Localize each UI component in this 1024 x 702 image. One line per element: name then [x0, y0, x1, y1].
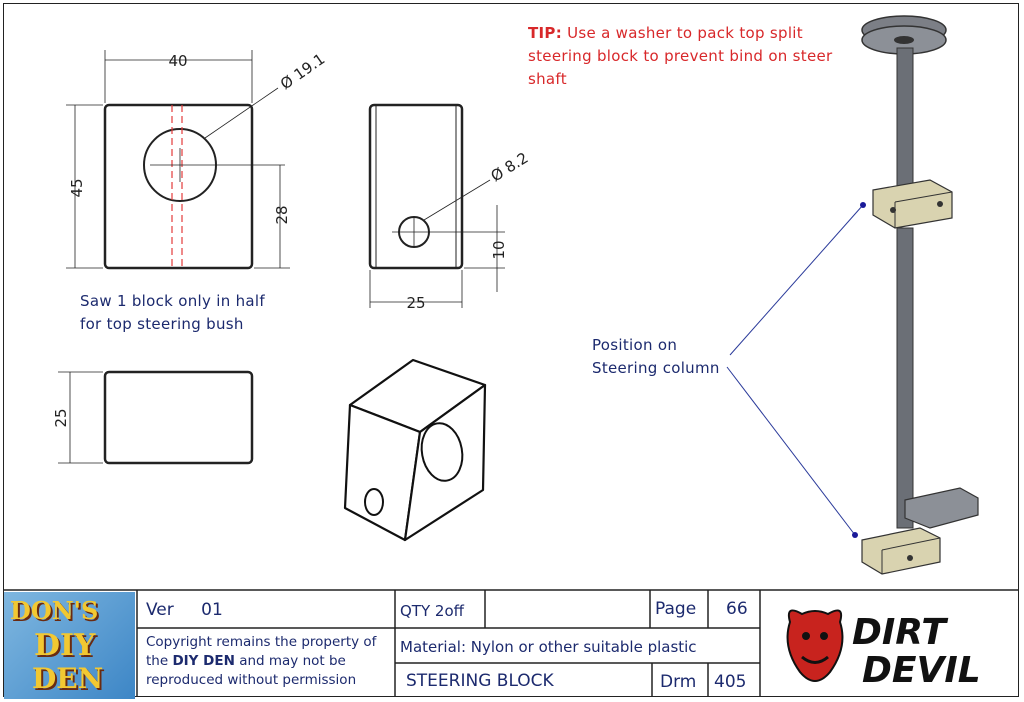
ver-label: Ver [146, 600, 174, 620]
position-leader-lower [727, 367, 855, 535]
front-view [66, 50, 290, 268]
lower-steering-block [862, 528, 940, 574]
side-hole-leader [424, 180, 490, 220]
devil-head-icon [780, 602, 850, 692]
position-note-line2: Steering column [592, 359, 720, 377]
tip-note [528, 22, 848, 91]
front-width-label: 40 [168, 52, 188, 70]
top-view [58, 372, 252, 463]
page-value: 66 [726, 599, 748, 619]
copyright-notice [146, 633, 388, 690]
dirt-devil-line2: DEVIL [862, 650, 981, 691]
side-width-label: 25 [406, 294, 426, 312]
side-hole-height-label: 10 [490, 240, 508, 260]
position-note-line1: Position on [592, 336, 678, 354]
dirt-devil-line1: DIRT [852, 612, 946, 653]
top-view-outline [105, 372, 252, 463]
material-field: Material: Nylon or other suitable plastic [400, 638, 697, 656]
bore-height-label: 28 [273, 205, 291, 225]
drm-value: 405 [714, 672, 747, 692]
position-leader-upper [730, 205, 863, 355]
page-label: Page [655, 599, 697, 619]
tip-text: Use a washer to pack top split steering block to prevent bind on steer shaft [528, 24, 833, 88]
dons-diy-den-logo: DON'S DIY DEN [4, 592, 135, 699]
isometric-block [345, 360, 485, 540]
bore-dia-leader [205, 88, 278, 138]
steering-column [727, 16, 978, 574]
saw-note-line1: Saw 1 block only in half [80, 292, 265, 310]
side-view-outline [370, 105, 462, 268]
version-field [146, 600, 223, 620]
copyright-tail: and may not be reproduced without permission [146, 653, 357, 688]
position-note [592, 334, 720, 380]
tip-label: TIP: [528, 24, 563, 42]
top-depth-label: 25 [52, 408, 70, 428]
qty-field: QTY 2off [400, 602, 464, 620]
side-view [370, 105, 505, 308]
saw-note [80, 290, 265, 336]
saw-note-line2: for top steering bush [80, 315, 244, 333]
dirt-devil-logo [770, 600, 1018, 698]
bore-dia-label: Ø 19.1 [276, 49, 329, 94]
copyright-brand: DIY DEN [172, 653, 235, 669]
front-height-label: 45 [68, 178, 86, 198]
part-name: STEERING BLOCK [406, 671, 554, 691]
side-hole-dia-label: Ø 8.2 [487, 148, 532, 186]
ver-value: 01 [201, 600, 223, 620]
drm-label: Drm [660, 672, 697, 692]
copyright-text: Copyright remains the property of the [146, 634, 377, 669]
